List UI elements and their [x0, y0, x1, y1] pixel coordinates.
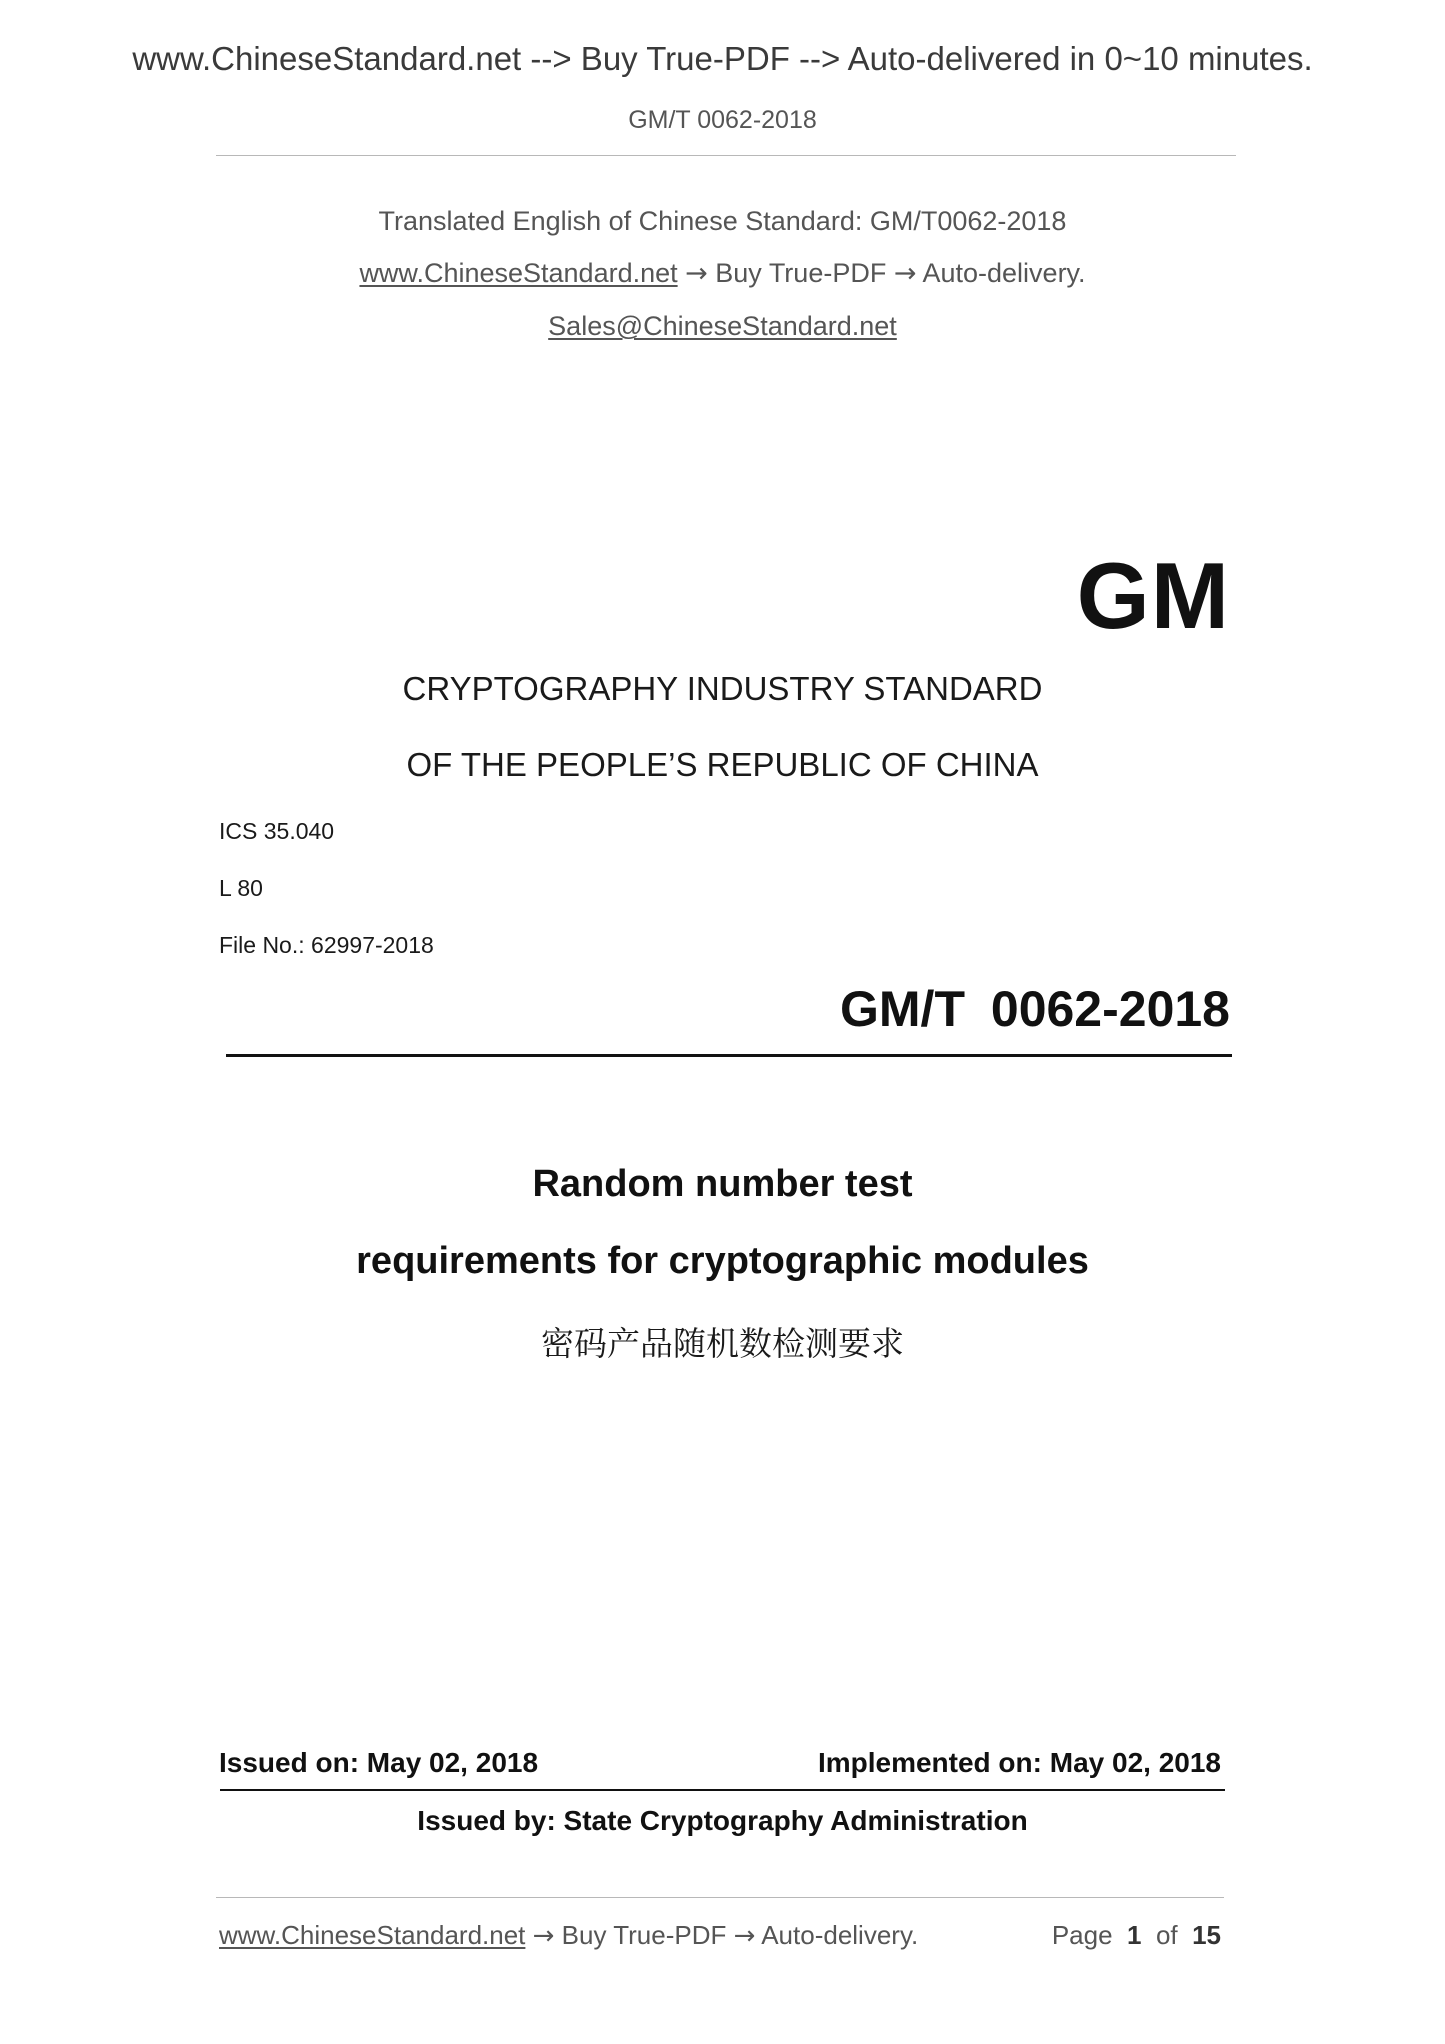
arrow-right-icon: →	[685, 258, 708, 289]
gm-standard-mark: GM	[1076, 543, 1230, 648]
issuance-rule	[220, 1789, 1225, 1791]
buy-true-pdf-text: Buy True-PDF	[715, 258, 887, 288]
title-chinese: 密码产品随机数检测要求	[541, 1324, 904, 1363]
footer-auto-text: Auto-delivery.	[761, 1920, 919, 1950]
industry-standard-line1: CRYPTOGRAPHY INDUSTRY STANDARD	[402, 670, 1043, 707]
auto-delivery-text: Auto-delivery.	[922, 258, 1086, 288]
footer-divider	[216, 1897, 1224, 1898]
standard-number-rule	[226, 1054, 1232, 1057]
sales-email-link[interactable]: Sales@ChineseStandard.net	[548, 311, 897, 341]
ics-code: ICS 35.040	[219, 818, 335, 844]
top-banner	[0, 40, 1445, 78]
file-number: File No.: 62997-2018	[219, 932, 434, 958]
issued-by: Issued by: State Cryptography Administration	[417, 1805, 1028, 1836]
site-delivery-line	[0, 258, 1445, 289]
footer-site-link[interactable]: www.ChineseStandard.net	[219, 1920, 526, 1950]
standard-number: GM/T 0062-2018	[840, 981, 1230, 1037]
translated-notice: Translated English of Chinese Standard: GM/T0062-2018	[378, 206, 1067, 236]
arrow-right-icon: →	[893, 258, 917, 289]
page-current: 1	[1127, 1920, 1142, 1950]
arrow-right-icon: →	[532, 1921, 555, 1951]
title-line2: requirements for cryptographic modules	[356, 1240, 1089, 1282]
issued-on-date: Issued on: May 02, 2018	[219, 1747, 539, 1778]
page-of-label: of	[1155, 1920, 1178, 1950]
footer-buy-text: Buy True-PDF	[561, 1920, 727, 1950]
sales-email-line	[0, 311, 1445, 342]
implemented-on-date: Implemented on: May 02, 2018	[817, 1747, 1221, 1778]
industry-standard-line2: OF THE PEOPLE’S REPUBLIC OF CHINA	[406, 746, 1039, 783]
title-line1: Random number test	[532, 1163, 913, 1205]
footer-delivery-line	[219, 1920, 918, 1951]
banner-text: www.ChineseStandard.net --> Buy True-PDF --> Auto-delivered in 0~10 minutes.	[132, 40, 1313, 77]
header-standard-code: GM/T 0062-2018	[628, 106, 817, 134]
page-label: Page	[1051, 1920, 1113, 1950]
site-link[interactable]: www.ChineseStandard.net	[359, 258, 678, 288]
header-divider	[216, 155, 1236, 156]
page-total: 15	[1192, 1920, 1221, 1950]
arrow-right-icon: →	[733, 1921, 756, 1951]
l-code: L 80	[219, 875, 263, 901]
page-indicator	[1052, 1920, 1221, 1951]
